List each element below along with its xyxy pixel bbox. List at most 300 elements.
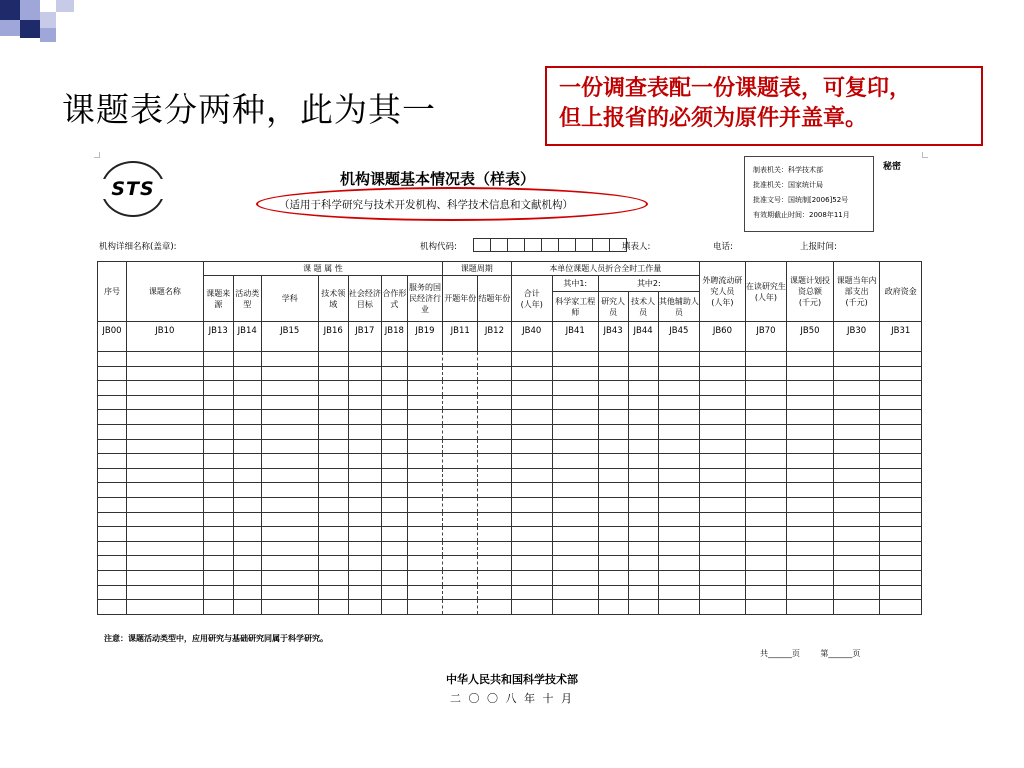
table-cell <box>598 541 628 556</box>
table-cell <box>478 410 511 425</box>
table-cell <box>833 497 880 512</box>
table-cell <box>552 366 598 381</box>
table-cell <box>628 395 658 410</box>
table-cell <box>658 468 699 483</box>
col-sub2: 其中2: <box>598 276 700 292</box>
table-cell <box>443 381 478 396</box>
table-cell <box>658 424 699 439</box>
table-cell <box>880 424 922 439</box>
table-cell <box>628 512 658 527</box>
table-cell <box>443 541 478 556</box>
table-cell <box>261 352 318 367</box>
table-cell <box>478 585 511 600</box>
callout-line: 一份调查表配一份课题表，可复印， <box>559 76 912 101</box>
meta-line: 制表机关：科学技术部 <box>753 166 823 174</box>
table-row <box>98 395 922 410</box>
table-cell <box>880 468 922 483</box>
table-cell <box>787 497 834 512</box>
field-code: JB18 <box>381 322 407 352</box>
field-code: JB40 <box>511 322 552 352</box>
table-cell <box>348 497 381 512</box>
table-cell <box>318 497 348 512</box>
table-cell <box>658 395 699 410</box>
col-source: 课题来源 <box>203 276 233 322</box>
table-cell <box>98 454 127 469</box>
col-gov: 政府资金 <box>880 262 922 322</box>
table-cell <box>127 395 204 410</box>
table-cell <box>700 527 746 542</box>
table-cell <box>478 381 511 396</box>
table-cell <box>443 570 478 585</box>
table-cell <box>628 352 658 367</box>
table-cell <box>443 468 478 483</box>
table-cell <box>628 366 658 381</box>
table-row <box>98 600 922 615</box>
table-cell <box>443 352 478 367</box>
table-cell <box>880 395 922 410</box>
table-cell <box>700 541 746 556</box>
table-cell <box>552 556 598 571</box>
table-cell <box>880 541 922 556</box>
table-cell <box>700 381 746 396</box>
table-cell <box>233 556 261 571</box>
table-cell <box>98 512 127 527</box>
table-cell <box>700 512 746 527</box>
table-cell <box>127 454 204 469</box>
table-cell <box>511 395 552 410</box>
table-cell <box>628 600 658 615</box>
table-cell <box>318 424 348 439</box>
field-code: JB15 <box>261 322 318 352</box>
table-row <box>98 381 922 396</box>
table-cell <box>98 600 127 615</box>
table-cell <box>407 366 442 381</box>
field-code: JB00 <box>98 322 127 352</box>
table-cell <box>98 497 127 512</box>
table-cell <box>628 424 658 439</box>
page-count: 共______页 第______页 <box>760 649 861 658</box>
table-cell <box>261 585 318 600</box>
table-cell <box>628 381 658 396</box>
table-cell <box>318 410 348 425</box>
table-cell <box>745 483 786 498</box>
table-cell <box>233 585 261 600</box>
table-cell <box>658 410 699 425</box>
table-cell <box>880 497 922 512</box>
table-cell <box>478 541 511 556</box>
table-cell <box>552 454 598 469</box>
table-cell <box>833 585 880 600</box>
table-cell <box>745 600 786 615</box>
col-students: 在读研究生 (人年) <box>745 262 786 322</box>
group-attributes: 课 题 属 性 <box>203 262 442 276</box>
table-cell <box>478 483 511 498</box>
table-cell <box>318 527 348 542</box>
table-cell <box>381 497 407 512</box>
table-cell <box>833 352 880 367</box>
table-cell <box>745 366 786 381</box>
col-total: 合计 (人年) <box>511 276 552 322</box>
table-row <box>98 468 922 483</box>
table-cell <box>598 410 628 425</box>
table-cell <box>511 439 552 454</box>
table-cell <box>98 527 127 542</box>
table-cell <box>598 585 628 600</box>
table-cell <box>880 512 922 527</box>
group-period: 课题周期 <box>443 262 511 276</box>
corner-mark <box>922 152 928 158</box>
col-coop: 合作形式 <box>381 276 407 322</box>
table-cell <box>700 570 746 585</box>
table-cell <box>98 410 127 425</box>
table-cell <box>381 424 407 439</box>
meta-line: 批准文号：国统制[2006]52号 <box>753 196 849 204</box>
col-annual: 课题当年内部支出 (千元) <box>833 262 880 322</box>
table-cell <box>511 600 552 615</box>
table-cell <box>511 381 552 396</box>
field-code: JB31 <box>880 322 922 352</box>
table-cell <box>880 556 922 571</box>
table-cell <box>233 483 261 498</box>
table-cell <box>381 600 407 615</box>
table-cell <box>407 454 442 469</box>
table-cell <box>787 424 834 439</box>
table-cell <box>127 600 204 615</box>
table-row <box>98 483 922 498</box>
table-cell <box>407 395 442 410</box>
table-cell <box>443 366 478 381</box>
table-cell <box>745 424 786 439</box>
table-cell <box>443 600 478 615</box>
table-cell <box>552 483 598 498</box>
table-cell <box>407 381 442 396</box>
table-cell <box>745 395 786 410</box>
table-cell <box>381 366 407 381</box>
table-cell <box>233 439 261 454</box>
decor-square-lavender <box>56 0 74 12</box>
table-cell <box>745 570 786 585</box>
table-cell <box>880 527 922 542</box>
table-cell <box>233 410 261 425</box>
table-cell <box>552 395 598 410</box>
table-cell <box>407 439 442 454</box>
table-cell <box>787 410 834 425</box>
table-cell <box>98 556 127 571</box>
table-cell <box>127 570 204 585</box>
table-cell <box>407 424 442 439</box>
table-cell <box>658 483 699 498</box>
table-cell <box>745 410 786 425</box>
table-cell <box>127 410 204 425</box>
table-cell <box>478 454 511 469</box>
table-cell <box>658 512 699 527</box>
field-code: JB44 <box>628 322 658 352</box>
org-name-label: 机构详细名称(盖章): <box>99 242 177 252</box>
table-cell <box>348 585 381 600</box>
table-cell <box>511 454 552 469</box>
table-cell <box>203 512 233 527</box>
col-sub1: 其中1: <box>552 276 598 292</box>
table-cell <box>787 439 834 454</box>
table-cell <box>478 527 511 542</box>
table-cell <box>233 424 261 439</box>
table-cell <box>833 410 880 425</box>
table-cell <box>348 381 381 396</box>
table-cell <box>443 454 478 469</box>
table-cell <box>127 483 204 498</box>
table-cell <box>261 527 318 542</box>
table-cell <box>787 468 834 483</box>
table-cell <box>203 600 233 615</box>
table-cell <box>381 483 407 498</box>
org-code-label: 机构代码: <box>420 242 457 252</box>
table-cell <box>318 381 348 396</box>
table-cell <box>127 468 204 483</box>
table-cell <box>833 439 880 454</box>
table-cell <box>745 585 786 600</box>
table-cell <box>318 512 348 527</box>
col-scientists: 科学家工程师 <box>552 292 598 322</box>
table-cell <box>745 352 786 367</box>
table-cell <box>700 497 746 512</box>
table-cell <box>261 570 318 585</box>
table-cell <box>443 512 478 527</box>
table-cell <box>478 366 511 381</box>
table-cell <box>880 454 922 469</box>
table-cell <box>127 512 204 527</box>
table-cell <box>443 424 478 439</box>
report-time-label: 上报时间: <box>800 242 837 252</box>
field-code: JB13 <box>203 322 233 352</box>
slide-title: 课题表分两种，此为其一 <box>62 90 436 129</box>
table-cell <box>478 424 511 439</box>
table-cell <box>880 570 922 585</box>
table-cell <box>658 556 699 571</box>
table-cell <box>787 512 834 527</box>
decor-square-navy <box>0 0 20 20</box>
col-researchers: 研究人员 <box>598 292 628 322</box>
table-cell <box>833 395 880 410</box>
table-cell <box>833 527 880 542</box>
table-cell <box>833 483 880 498</box>
table-cell <box>381 395 407 410</box>
table-cell <box>598 600 628 615</box>
col-name: 课题名称 <box>127 262 204 322</box>
table-cell <box>552 585 598 600</box>
table-cell <box>98 585 127 600</box>
table-cell <box>880 585 922 600</box>
table-cell <box>381 512 407 527</box>
table-cell <box>552 410 598 425</box>
table-cell <box>127 527 204 542</box>
table-row <box>98 556 922 571</box>
table-cell <box>203 454 233 469</box>
table-cell <box>880 410 922 425</box>
table-cell <box>348 424 381 439</box>
table-cell <box>880 439 922 454</box>
field-code: JB12 <box>478 322 511 352</box>
table-cell <box>203 410 233 425</box>
table-cell <box>261 512 318 527</box>
meta-line: 有效期截止时间：2008年11月 <box>753 211 850 219</box>
table-row <box>98 352 922 367</box>
table-cell <box>478 600 511 615</box>
table-cell <box>880 352 922 367</box>
table-cell <box>98 483 127 498</box>
table-cell <box>407 556 442 571</box>
col-aux: 其他辅助人员 <box>658 292 699 322</box>
table-cell <box>552 381 598 396</box>
table-cell <box>787 483 834 498</box>
table-cell <box>552 352 598 367</box>
col-socio: 社会经济目标 <box>348 276 381 322</box>
table-cell <box>348 352 381 367</box>
table-row <box>98 541 922 556</box>
table-cell <box>381 454 407 469</box>
table-cell <box>787 381 834 396</box>
table-cell <box>348 527 381 542</box>
table-cell <box>127 424 204 439</box>
table-cell <box>443 585 478 600</box>
table-cell <box>658 541 699 556</box>
table-cell <box>787 366 834 381</box>
decor-square-lavender <box>20 0 40 20</box>
table-cell <box>443 497 478 512</box>
form-note: 注意：课题活动类型中，应用研究与基础研究同属于科学研究。 <box>104 634 328 643</box>
table-row <box>98 454 922 469</box>
table-cell <box>203 366 233 381</box>
table-cell <box>478 556 511 571</box>
table-cell <box>700 352 746 367</box>
table-cell <box>745 512 786 527</box>
table-cell <box>381 570 407 585</box>
table-cell <box>381 468 407 483</box>
col-industry: 服务的国民经济行业 <box>407 276 442 322</box>
table-row <box>98 585 922 600</box>
table-cell <box>98 439 127 454</box>
table-cell <box>127 556 204 571</box>
table-row <box>98 410 922 425</box>
table-cell <box>233 352 261 367</box>
table-cell <box>233 527 261 542</box>
decor-square-lavender <box>40 28 56 42</box>
table-cell <box>261 497 318 512</box>
table-cell <box>381 352 407 367</box>
table-cell <box>261 381 318 396</box>
table-cell <box>700 366 746 381</box>
sts-logo <box>101 161 165 217</box>
survey-form-table <box>97 261 922 615</box>
table-cell <box>658 600 699 615</box>
meta-box <box>744 156 874 232</box>
table-cell <box>880 366 922 381</box>
table-cell <box>98 570 127 585</box>
table-cell <box>203 585 233 600</box>
table-cell <box>700 410 746 425</box>
table-cell <box>203 570 233 585</box>
table-cell <box>880 483 922 498</box>
table-cell <box>203 439 233 454</box>
table-cell <box>261 483 318 498</box>
table-cell <box>598 366 628 381</box>
table-cell <box>318 556 348 571</box>
table-cell <box>745 439 786 454</box>
callout-line: 但上报省的必须为原件并盖章。 <box>559 106 868 131</box>
table-cell <box>598 454 628 469</box>
table-cell <box>348 512 381 527</box>
table-cell <box>348 541 381 556</box>
table-cell <box>318 585 348 600</box>
table-cell <box>511 570 552 585</box>
field-code: JB50 <box>787 322 834 352</box>
table-cell <box>598 439 628 454</box>
table-cell <box>318 541 348 556</box>
table-cell <box>833 468 880 483</box>
table-cell <box>598 512 628 527</box>
table-cell <box>628 570 658 585</box>
table-cell <box>628 541 658 556</box>
table-cell <box>628 468 658 483</box>
table-cell <box>261 439 318 454</box>
field-code: JB14 <box>233 322 261 352</box>
table-cell <box>628 527 658 542</box>
col-end: 结题年份 <box>478 276 511 322</box>
phone-label: 电话: <box>713 242 733 252</box>
code-row <box>98 322 922 352</box>
table-cell <box>98 352 127 367</box>
table-cell <box>700 454 746 469</box>
table-cell <box>407 527 442 542</box>
table-cell <box>787 556 834 571</box>
meta-line: 批准机关：国家统计局 <box>753 181 823 189</box>
table-cell <box>658 570 699 585</box>
table-cell <box>203 395 233 410</box>
table-cell <box>407 585 442 600</box>
table-cell <box>261 541 318 556</box>
table-cell <box>787 600 834 615</box>
table-cell <box>745 468 786 483</box>
table-cell <box>318 352 348 367</box>
table-cell <box>407 570 442 585</box>
field-code: JB17 <box>348 322 381 352</box>
table-cell <box>511 424 552 439</box>
table-cell <box>203 352 233 367</box>
table-row <box>98 366 922 381</box>
table-cell <box>478 468 511 483</box>
col-subject: 学科 <box>261 276 318 322</box>
form-title: 机构课题基本情况表（样表） <box>340 170 536 188</box>
table-cell <box>203 497 233 512</box>
table-cell <box>628 483 658 498</box>
table-cell <box>443 395 478 410</box>
table-cell <box>407 512 442 527</box>
table-cell <box>700 556 746 571</box>
table-cell <box>318 439 348 454</box>
table-cell <box>233 570 261 585</box>
table-cell <box>658 381 699 396</box>
table-cell <box>628 585 658 600</box>
table-cell <box>700 424 746 439</box>
table-cell <box>552 541 598 556</box>
table-cell <box>658 527 699 542</box>
table-row <box>98 527 922 542</box>
table-cell <box>443 439 478 454</box>
corner-mark <box>94 152 100 158</box>
table-cell <box>381 541 407 556</box>
table-cell <box>443 556 478 571</box>
table-cell <box>598 395 628 410</box>
table-cell <box>700 483 746 498</box>
